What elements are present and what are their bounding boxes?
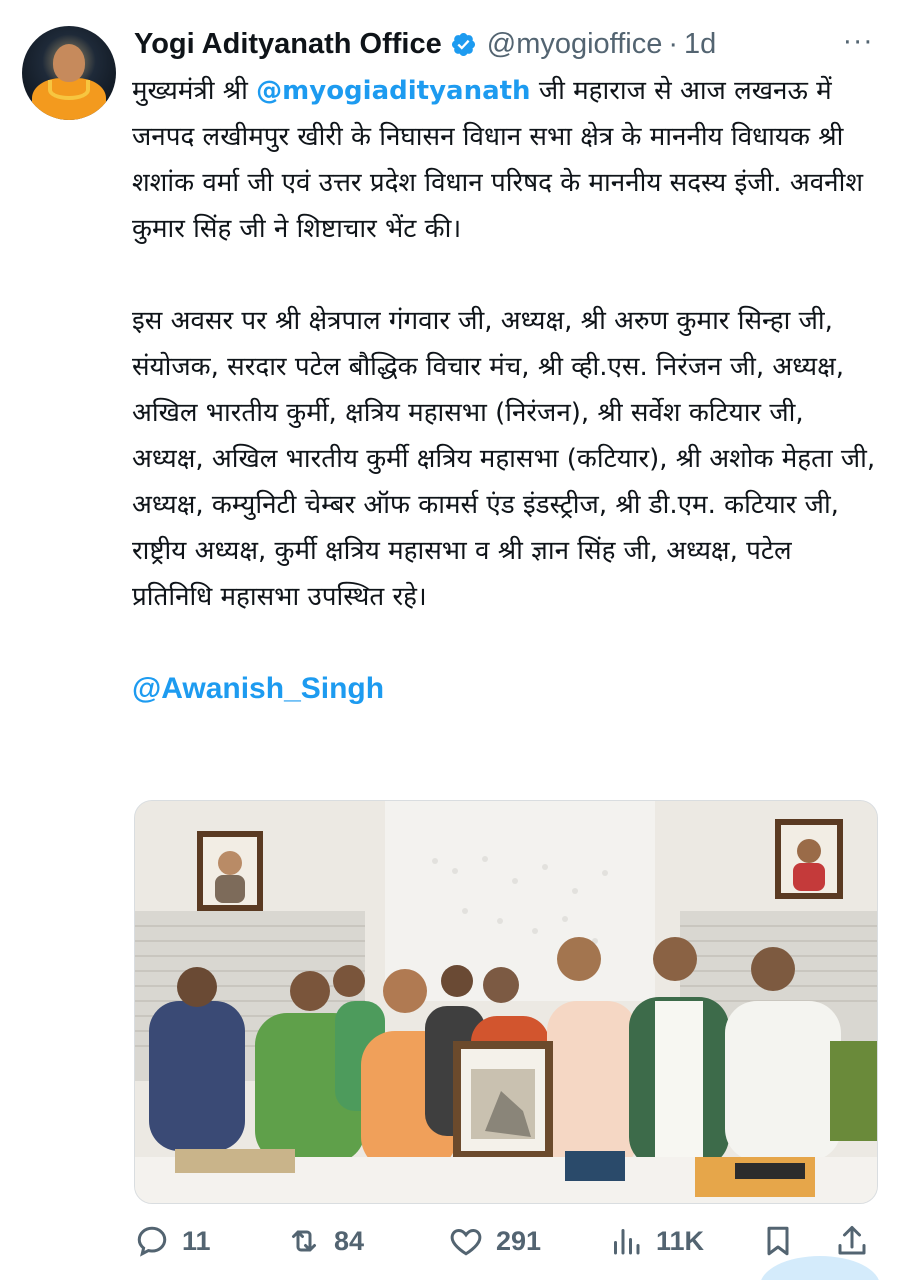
header-separator: · — [668, 27, 679, 60]
para1-prefix: मुख्यमंत्री श्री — [132, 76, 257, 106]
tweet-photo[interactable] — [134, 800, 878, 1204]
para1-rest: जी महाराज से आज लखनऊ में जनपद लखीमपुर खीरी के निघासन विधान सभा क्षेत्र के माननीय विधायक श्री शशांक वर्मा जी एवं उत्तर प्रदेश विधान परिषद के माननीय सदस्य इंजी. अवनीश कुमार सिंह जी ने शिष्टाचार भेंट की। — [132, 76, 863, 244]
views-count: 11K — [656, 1225, 705, 1256]
mention-myogiadityanath[interactable]: @myogiadityanath — [256, 76, 531, 106]
avatar-face — [53, 44, 85, 82]
tweet-paragraph-1 — [132, 68, 877, 252]
repost-button[interactable] — [286, 1214, 364, 1268]
heart-icon — [448, 1223, 484, 1259]
reply-icon — [134, 1223, 170, 1259]
reply-count: 11 — [182, 1225, 211, 1256]
like-count: 291 — [496, 1225, 542, 1256]
tweet-paragraph-2: इस अवसर पर श्री क्षेत्रपाल गंगवार जी, अध्यक्ष, श्री अरुण कुमार सिन्हा जी, संयोजक, सरदार पटेल बौद्धिक विचार मंच, श्री व्ही.एस. निरंजन जी, अध्यक्ष, अखिल भारतीय कुर्मी, क्षत्रिय महासभा (निरंजन), श्री सर्वेश कटियार जी, अध्यक्ष, अखिल भारतीय कुर्मी क्षत्रिय महासभा (कटियार), श्री अशोक मेहता जी, अध्यक्ष, कम्युनिटी चेम्बर ऑफ कामर्स एंड इंडस्ट्रीज, श्री डी.एम. कटियार जी, राष्ट्रीय अध्यक्ष, कुर्मी क्षत्रिय महासभा व श्री ज्ञान सिंह जी, अध्यक्ष, पटेल प्रतिनिधि महासभा उपस्थित रहे। — [132, 306, 876, 612]
photo-scene — [135, 801, 878, 1204]
author-handle[interactable]: @myogioffice — [486, 27, 663, 60]
framed-portrait-gift — [453, 1041, 553, 1159]
tweet-paragraph-3 — [132, 666, 877, 713]
reply-button[interactable] — [134, 1214, 211, 1268]
author-name[interactable]: Yogi Adityanath Office — [134, 27, 442, 60]
bookmark-icon — [760, 1223, 796, 1259]
mention-awanish-singh[interactable]: @Awanish_Singh — [132, 672, 385, 705]
views-icon — [608, 1223, 644, 1259]
like-button[interactable] — [448, 1214, 541, 1268]
tweet-header — [134, 24, 874, 64]
avatar-garland — [48, 80, 90, 100]
more-options-icon[interactable]: ··· — [843, 28, 874, 58]
tweet-text — [132, 68, 877, 713]
share-icon — [834, 1223, 870, 1259]
repost-count: 84 — [334, 1225, 365, 1256]
views-button[interactable] — [608, 1214, 704, 1268]
author-avatar[interactable] — [22, 26, 116, 120]
action-bar — [134, 1214, 878, 1268]
repost-icon — [286, 1223, 322, 1259]
verified-badge-icon — [450, 31, 477, 58]
tweet-timestamp[interactable]: 1d — [684, 27, 717, 60]
